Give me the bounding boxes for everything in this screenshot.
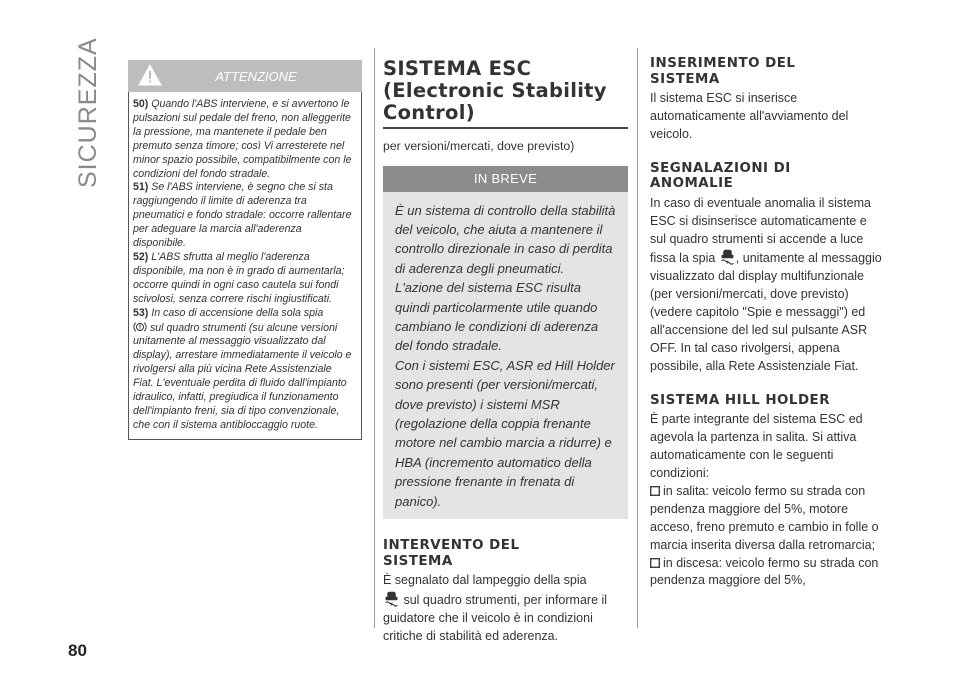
section-side-title xyxy=(66,37,102,188)
column-divider xyxy=(374,48,375,628)
square-bullet-icon xyxy=(650,486,660,496)
anomalie-heading: SEGNALAZIONI DI ANOMALIE xyxy=(650,160,791,192)
intervento-heading: INTERVENTO DEL SISTEMA xyxy=(383,538,520,569)
esc-heading: SISTEMA ESC (Electronic Stability Control) xyxy=(383,57,607,124)
esc-skid-lamp-icon xyxy=(383,590,400,607)
list-item: in salita: veicolo fermo su strada con pendenza maggiore del 5%, motore acceso, freno premuto e cambio in folle o marcia inserita diversa dalla retromarcia; xyxy=(650,483,879,552)
inserimento-text: Il sistema ESC si inserisce automaticamente all'avviamento del veicolo. xyxy=(650,91,849,141)
warning-item: 51) Se l'ABS interviene, è segno che si sta raggiungendo il limite di aderenza tra pneumatici e fondo stradale: occorre rallentare per adeguare la marcia all'aderenza disponibile. xyxy=(133,181,352,250)
esc-column xyxy=(383,58,628,646)
system-details-column xyxy=(650,56,886,590)
column-divider xyxy=(637,48,638,628)
warning-title: ATTENZIONE xyxy=(215,69,297,84)
page-number: 80 xyxy=(68,641,87,660)
warning-item: 50) Quando l'ABS interviene, e si avvertono le pulsazioni sul pedale del freno, non alleggerite la pressione, ma mantenete il pedale ben premuto senza timore; così Vi arresterete nel minor spazio possibile, compatibilmente con le condizioni del fondo stradale. xyxy=(133,98,352,180)
esc-subtitle: per versioni/mercati, dove previsto) xyxy=(383,138,575,153)
inserimento-heading: INSERIMENTO DEL SISTEMA xyxy=(650,56,796,87)
anomalie-text: In caso di eventuale anomalia il sistema ESC si disinserisce automaticamente e sul quadro strumenti si accende a luce fissa la spia , unitamente al messaggio visualizzato dal display multifunzionale (per versioni/mercati, dove previsto) (vedere capitolo "Spie e messaggi") ed all'accensione del led sul pulsante ASR OFF. In tal caso rivolgersi, appena possibile, alla Rete Assistenziale Fiat. xyxy=(650,195,882,373)
warning-header xyxy=(128,60,362,92)
esc-skid-lamp-icon xyxy=(719,248,736,265)
in-breve-note: È un sistema di controllo della stabilità del veicolo, che aiuta a mantenere il controllo direzionale in caso di perdita di aderenza degli pneumatici. L'azione del sistema ESC risulta quindi particolarmente utile quando cambiano le condizioni di aderenza del fondo stradale. Con i sistemi ESC, ASR ed Hill Holder sono presenti (per versioni/mercati, dove previsto) i sistemi MSR (regolazione della coppia frenante motore nel cambio marcia a ridurre) e HBA (incremento automatico della pressione frenante in frenata di panico). xyxy=(383,192,628,520)
side-title-text: SICUREZZA xyxy=(74,37,102,188)
hill-holder-heading: SISTEMA HILL HOLDER xyxy=(650,392,831,408)
square-bullet-icon xyxy=(650,558,660,568)
warning-item: 52) L'ABS sfrutta al meglio l'aderenza disponibile, ma non è in grado di aumentarla; occorre quindi in ogni caso cautela sui fondi scivolosi, senza correre rischi ingiustificati. xyxy=(133,250,345,305)
brake-warning-lamp-icon xyxy=(133,321,147,333)
list-item: in discesa: veicolo fermo su strada con pendenza maggiore del 5%, xyxy=(650,555,879,588)
warning-item: 53) In caso di accensione della sola spia sul quadro strumenti (su alcune versioni unitamente al messaggio visualizzato dal display), arrestare immediatamente il veicolo e rivolgersi alla più vicina Rete Assistenziale Fiat. L'eventuale perdita di fluido dall'impianto idraulico, infatti, pregiudica il funzionamento dell'impianto freni, sia di tipo convenzionale, che con il sistema antibloccaggio ruote. xyxy=(133,306,352,431)
warning-body xyxy=(128,92,362,440)
intervento-text: È segnalato dal lampeggio della spia sul quadro strumenti, per informare il guidatore che il veicolo è in condizioni critiche di stabilità ed aderenza. xyxy=(383,573,608,643)
in-breve-header: IN BREVE xyxy=(383,166,628,192)
hill-holder-intro: È parte integrante del sistema ESC ed agevola la partenza in salita. Si attiva automaticamente con le seguenti condizioni: xyxy=(650,412,863,480)
heading-rule xyxy=(383,127,628,129)
warning-box xyxy=(128,60,362,440)
